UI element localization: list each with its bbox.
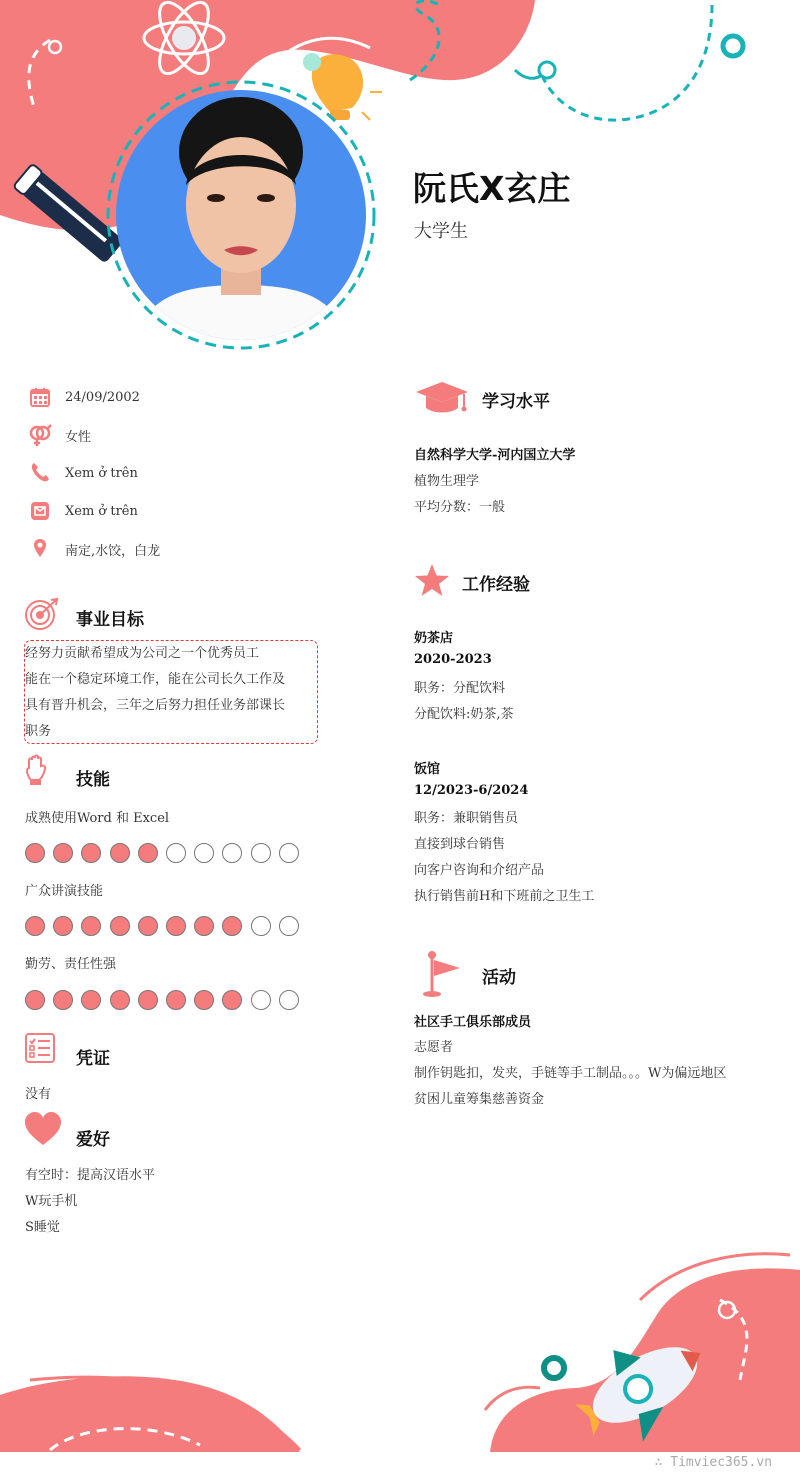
- job-detail: 分配饮料:奶茶,茶: [414, 707, 514, 722]
- gender-icon: [28, 423, 52, 447]
- phone: Xem ở trên: [65, 465, 138, 481]
- skill-dot-empty: [251, 990, 271, 1010]
- target-icon: [24, 597, 60, 631]
- skill-dot-empty: [194, 843, 214, 863]
- skills-heading: 技能: [76, 770, 110, 790]
- skill-dot-filled: [166, 990, 186, 1010]
- skill-rating: [25, 843, 299, 863]
- heart-icon: [24, 1112, 62, 1146]
- education-heading: 学习水平: [482, 392, 550, 412]
- graduation-cap-icon: [414, 380, 470, 414]
- job-detail: 职务：兼职销售员: [414, 811, 519, 826]
- skill-dot-filled: [138, 843, 158, 863]
- hand-icon: [24, 754, 48, 786]
- skill-label: 勤劳、责任性强: [25, 957, 117, 972]
- flag-icon: [420, 950, 464, 998]
- checklist-icon: [24, 1032, 56, 1064]
- skill-dot-filled: [194, 990, 214, 1010]
- skill-dot-filled: [25, 916, 45, 936]
- objective-line: 能在一个稳定环境工作，能在公司长久工作及: [25, 672, 286, 687]
- major: 植物生理学: [414, 474, 480, 489]
- skill-dot-filled: [53, 843, 73, 863]
- skill-dot-empty: [279, 916, 299, 936]
- job-period: 12/2023-6/2024: [414, 783, 529, 798]
- skill-dot-filled: [222, 916, 242, 936]
- objective-box: [24, 640, 318, 744]
- skill-dot-filled: [110, 843, 130, 863]
- skill-dot-filled: [53, 916, 73, 936]
- skill-dot-filled: [81, 990, 101, 1010]
- email: Xem ở trên: [65, 503, 138, 519]
- candidate-name: 阮氏X玄庄: [413, 169, 571, 208]
- activity-desc: 制作钥匙扣，发夹，手链等手工制品。。。W为偏远地区: [414, 1066, 727, 1081]
- hobby-item: S睡觉: [25, 1220, 60, 1235]
- job-detail: 执行销售前H和下班前之卫生工: [414, 889, 595, 904]
- objective-heading: 事业目标: [76, 610, 144, 630]
- job-detail: 直接到球台销售: [414, 837, 506, 852]
- job-detail: 职务：分配饮料: [414, 681, 506, 696]
- star-icon: [414, 563, 450, 597]
- skill-dot-filled: [110, 916, 130, 936]
- brand-watermark: ∴ Timviec365.vn: [654, 1455, 772, 1470]
- job-detail: 向客户咨询和介绍产品: [414, 863, 545, 878]
- objective-line: 职务: [25, 724, 52, 739]
- skill-dot-empty: [222, 843, 242, 863]
- calendar-icon: [28, 385, 52, 409]
- activity-desc: 贫困儿童筹集慈善资金: [414, 1092, 545, 1107]
- avatar: [116, 90, 366, 340]
- location-pin-icon: [28, 537, 52, 561]
- skill-dot-empty: [166, 843, 186, 863]
- skill-dot-filled: [53, 990, 73, 1010]
- skill-dot-empty: [251, 843, 271, 863]
- address: 南定,水饺，白龙: [65, 543, 161, 559]
- gender: 女性: [65, 429, 92, 445]
- certificates-text: 没有: [25, 1087, 52, 1102]
- skill-dot-filled: [222, 990, 242, 1010]
- job-period: 2020-2023: [414, 652, 492, 667]
- skill-dot-filled: [81, 843, 101, 863]
- skill-dot-empty: [251, 916, 271, 936]
- activities-heading: 活动: [482, 968, 516, 988]
- skill-dot-empty: [279, 990, 299, 1010]
- hobbies-heading: 爱好: [76, 1130, 110, 1150]
- skill-label: 成熟使用Word 和 Excel: [25, 811, 170, 826]
- hobby-item: 有空时：提高汉语水平: [25, 1168, 156, 1183]
- email-icon: [28, 499, 52, 523]
- skill-dot-filled: [25, 990, 45, 1010]
- contact-row-email: [28, 499, 138, 523]
- contact-row-birthdate: [28, 385, 140, 409]
- objective-line: 经努力贡献希望成为公司之一个优秀员工: [25, 646, 260, 661]
- job-company: 奶茶店: [414, 631, 454, 646]
- job-company: 饭馆: [414, 762, 441, 777]
- candidate-title: 大学生: [414, 221, 468, 242]
- skill-dot-empty: [279, 843, 299, 863]
- skill-rating: [25, 990, 299, 1010]
- activity-org: 社区手工俱乐部成员: [414, 1015, 532, 1030]
- hobby-item: W玩手机: [25, 1194, 78, 1209]
- birthdate: 24/09/2002: [65, 389, 140, 405]
- gpa: 平均分数：一般: [414, 500, 506, 515]
- skill-dot-filled: [25, 843, 45, 863]
- skill-dot-filled: [110, 990, 130, 1010]
- phone-icon: [28, 461, 52, 485]
- objective-line: 具有晋升机会，三年之后努力担任业务部课长: [25, 698, 286, 713]
- school-name: 自然科学大学-河内国立大学: [414, 448, 576, 463]
- skill-dot-filled: [138, 916, 158, 936]
- skill-dot-filled: [81, 916, 101, 936]
- contact-row-phone: [28, 461, 138, 485]
- activity-role: 志愿者: [414, 1040, 454, 1055]
- experience-heading: 工作经验: [462, 575, 530, 595]
- skill-dot-filled: [194, 916, 214, 936]
- skill-dot-filled: [138, 990, 158, 1010]
- skill-rating: [25, 916, 299, 936]
- contact-row-address: [28, 537, 161, 561]
- contact-row-gender: [28, 423, 92, 447]
- skill-label: 广众讲演技能: [25, 884, 104, 899]
- skill-dot-filled: [166, 916, 186, 936]
- certificates-heading: 凭证: [76, 1049, 110, 1069]
